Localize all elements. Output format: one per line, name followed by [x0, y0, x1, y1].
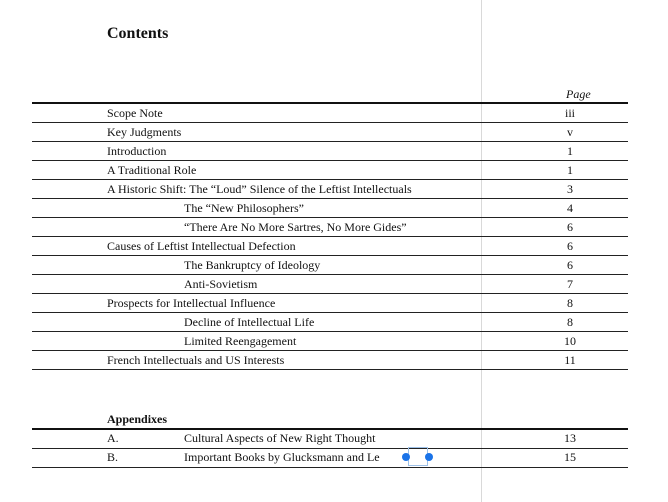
toc-entry-page: 10: [564, 334, 576, 348]
toc-entry-page: 8: [567, 296, 573, 310]
toc-entry-page: 6: [567, 258, 573, 272]
row-rule: [32, 467, 628, 468]
toc-row: [0, 294, 668, 313]
selection-handle-start[interactable]: [402, 453, 410, 461]
appendix-title[interactable]: Important Books by Glucksmann and Le: [184, 450, 380, 464]
toc-entry-title[interactable]: A Historic Shift: The “Loud” Silence of the Leftist Intellectuals: [107, 182, 412, 196]
toc-entry-title[interactable]: Introduction: [107, 144, 167, 158]
toc-entry-page: 8: [567, 315, 573, 329]
toc-row: [0, 313, 668, 332]
toc-entry-title[interactable]: Prospects for Intellectual Influence: [107, 296, 276, 310]
appendixes-title: Appendixes: [107, 412, 168, 426]
appendix-row: [0, 429, 668, 448]
toc-entry-title[interactable]: A Traditional Role: [107, 163, 197, 177]
toc-row: [0, 104, 668, 123]
toc-entry-page: iii: [564, 106, 575, 120]
toc-entry-page: 6: [567, 239, 573, 253]
toc-entry-title[interactable]: French Intellectuals and US Interests: [107, 353, 285, 367]
toc-row: [0, 256, 668, 275]
toc-entry-title[interactable]: The Bankruptcy of Ideology: [184, 258, 321, 272]
toc-entry-title[interactable]: Anti-Sovietism: [184, 277, 258, 291]
toc-row: [0, 199, 668, 218]
toc-entry-title[interactable]: Scope Note: [107, 106, 163, 120]
appendix-letter: A.: [107, 431, 119, 445]
toc-row: [0, 351, 668, 370]
toc-entry-page: 1: [567, 163, 573, 177]
toc-entry-page: 11: [564, 353, 576, 367]
toc-row: [0, 142, 668, 161]
toc-row: [0, 237, 668, 256]
toc-entry-title[interactable]: Decline of Intellectual Life: [184, 315, 315, 329]
page-column-heading: Page: [566, 87, 591, 101]
toc-entry-title[interactable]: Limited Reengagement: [184, 334, 297, 348]
toc-row: [0, 180, 668, 199]
appendix-title[interactable]: Cultural Aspects of New Right Thought: [184, 431, 376, 445]
toc-row: [0, 332, 668, 351]
toc-entry-title[interactable]: “There Are No More Sartres, No More Gides”: [184, 220, 407, 234]
appendix-letter: B.: [107, 450, 119, 464]
contents-title: Contents: [107, 25, 169, 42]
toc-entry-page: 4: [567, 201, 573, 215]
toc-entry-page: 3: [567, 182, 573, 196]
toc-entry-title[interactable]: The “New Philosophers”: [184, 201, 304, 215]
toc-entry-page: 6: [567, 220, 573, 234]
toc-entry-page: v: [567, 125, 573, 139]
appendix-page: 13: [564, 431, 576, 445]
toc-entry-page: 1: [567, 144, 573, 158]
row-rule: [32, 369, 628, 370]
toc-row: [0, 275, 668, 294]
toc-row: [0, 218, 668, 237]
toc-entry-title[interactable]: Key Judgments: [107, 125, 182, 139]
selection-handle-end[interactable]: [425, 453, 433, 461]
toc-row: [0, 161, 668, 180]
toc-entry-title[interactable]: Causes of Leftist Intellectual Defection: [107, 239, 296, 253]
appendix-row: [0, 448, 668, 467]
appendix-page: 15: [564, 450, 576, 464]
toc-entry-page: 7: [567, 277, 573, 291]
toc-row: [0, 123, 668, 142]
